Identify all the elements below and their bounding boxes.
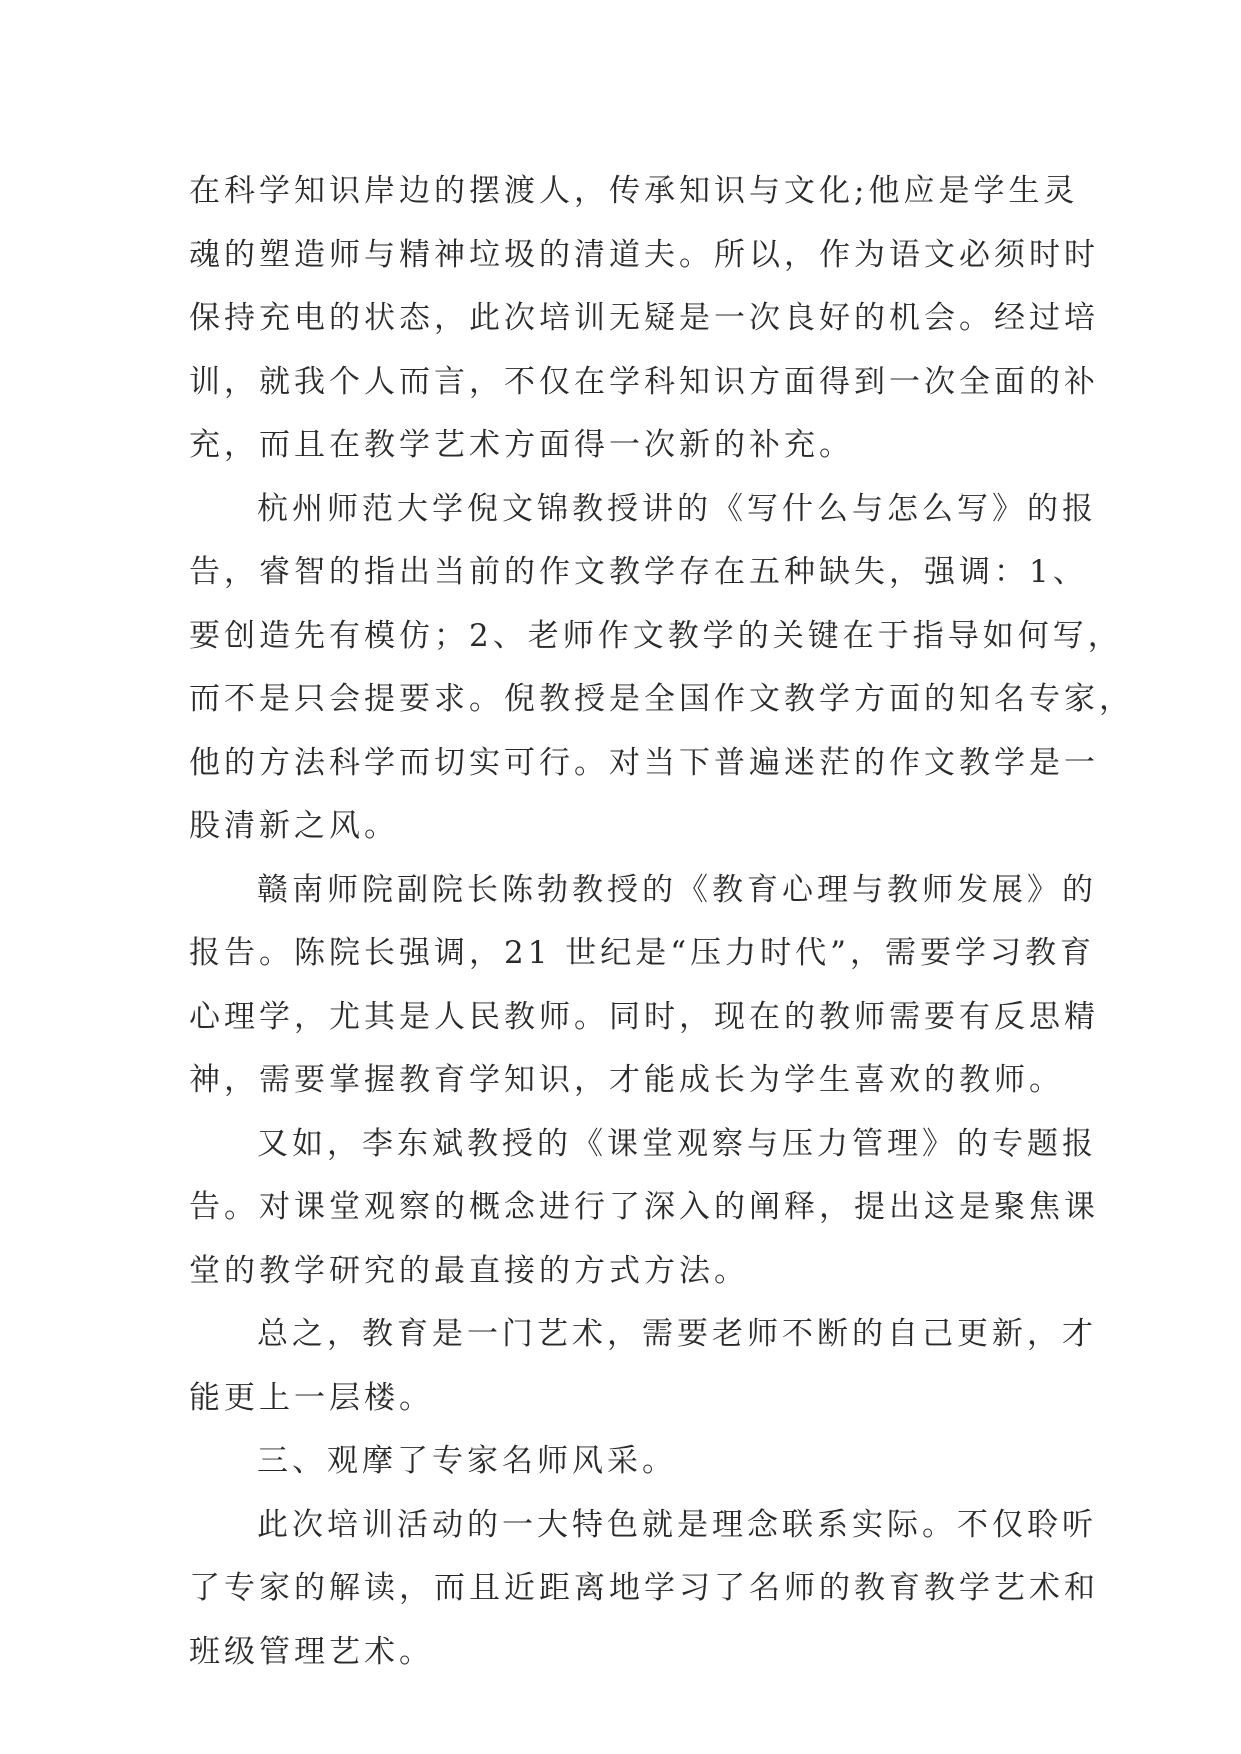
document-body bbox=[189, 160, 1134, 1684]
text-line: 而不是只会提要求。倪教授是全国作文教学方面的知名专家， bbox=[189, 681, 1134, 717]
text-line: 了专家的解读，而且近距离地学习了名师的教育教学艺术和 bbox=[189, 1570, 1099, 1606]
text-line: 心理学，尤其是人民教师。同时，现在的教师需要有反思精 bbox=[189, 998, 1099, 1035]
paragraph-start-line: 此次培训活动的一大特色就是理念联系实际。不仅聆听 bbox=[257, 1506, 1097, 1543]
text-line: 训，就我个人而言，不仅在学科知识方面得到一次全面的补 bbox=[189, 363, 1099, 400]
paragraph-start-line: 杭州师范大学倪文锦教授讲的《写什么与怎么写》的报 bbox=[257, 490, 1097, 527]
text-line: 充，而且在教学艺术方面得一次新的补充。 bbox=[189, 427, 854, 463]
section-heading: 三、观摩了专家名师风采。 bbox=[257, 1443, 677, 1479]
text-line: 保持充电的状态，此次培训无疑是一次良好的机会。经过培 bbox=[189, 300, 1099, 336]
paragraph-start-line: 又如，李东斌教授的《课堂观察与压力管理》的专题报 bbox=[257, 1125, 1097, 1162]
text-line: 能更上一层楼。 bbox=[189, 1379, 434, 1416]
paragraph-start-line: 总之，教育是一门艺术，需要老师不断的自己更新，才 bbox=[257, 1316, 1097, 1352]
text-line: 在科学知识岸边的摆渡人，传承知识与文化;他应是学生灵 bbox=[189, 173, 1079, 209]
text-line: 报告。陈院长强调，21 世纪是“压力时代”，需要学习教育 bbox=[189, 935, 1095, 971]
paragraph-start-line: 赣南师院副院长陈勃教授的《教育心理与教师发展》的 bbox=[257, 871, 1097, 908]
text-line: 他的方法科学而切实可行。对当下普遍迷茫的作文教学是一 bbox=[189, 744, 1099, 781]
text-line: 告，睿智的指出当前的作文教学存在五种缺失，强调：1、 bbox=[189, 554, 1088, 590]
text-line: 告。对课堂观察的概念进行了深入的阐释，提出这是聚焦课 bbox=[189, 1189, 1099, 1225]
text-line: 要创造先有模仿；2、老师作文教学的关键在于指导如何写， bbox=[189, 617, 1123, 654]
text-line: 股清新之风。 bbox=[189, 808, 399, 844]
text-line: 班级管理艺术。 bbox=[189, 1633, 434, 1670]
text-line: 魂的塑造师与精神垃圾的清道夫。所以，作为语文必须时时 bbox=[189, 236, 1099, 273]
text-line: 神，需要掌握教育学知识，才能成长为学生喜欢的教师。 bbox=[189, 1062, 1064, 1098]
text-line: 堂的教学研究的最直接的方式方法。 bbox=[189, 1252, 749, 1289]
